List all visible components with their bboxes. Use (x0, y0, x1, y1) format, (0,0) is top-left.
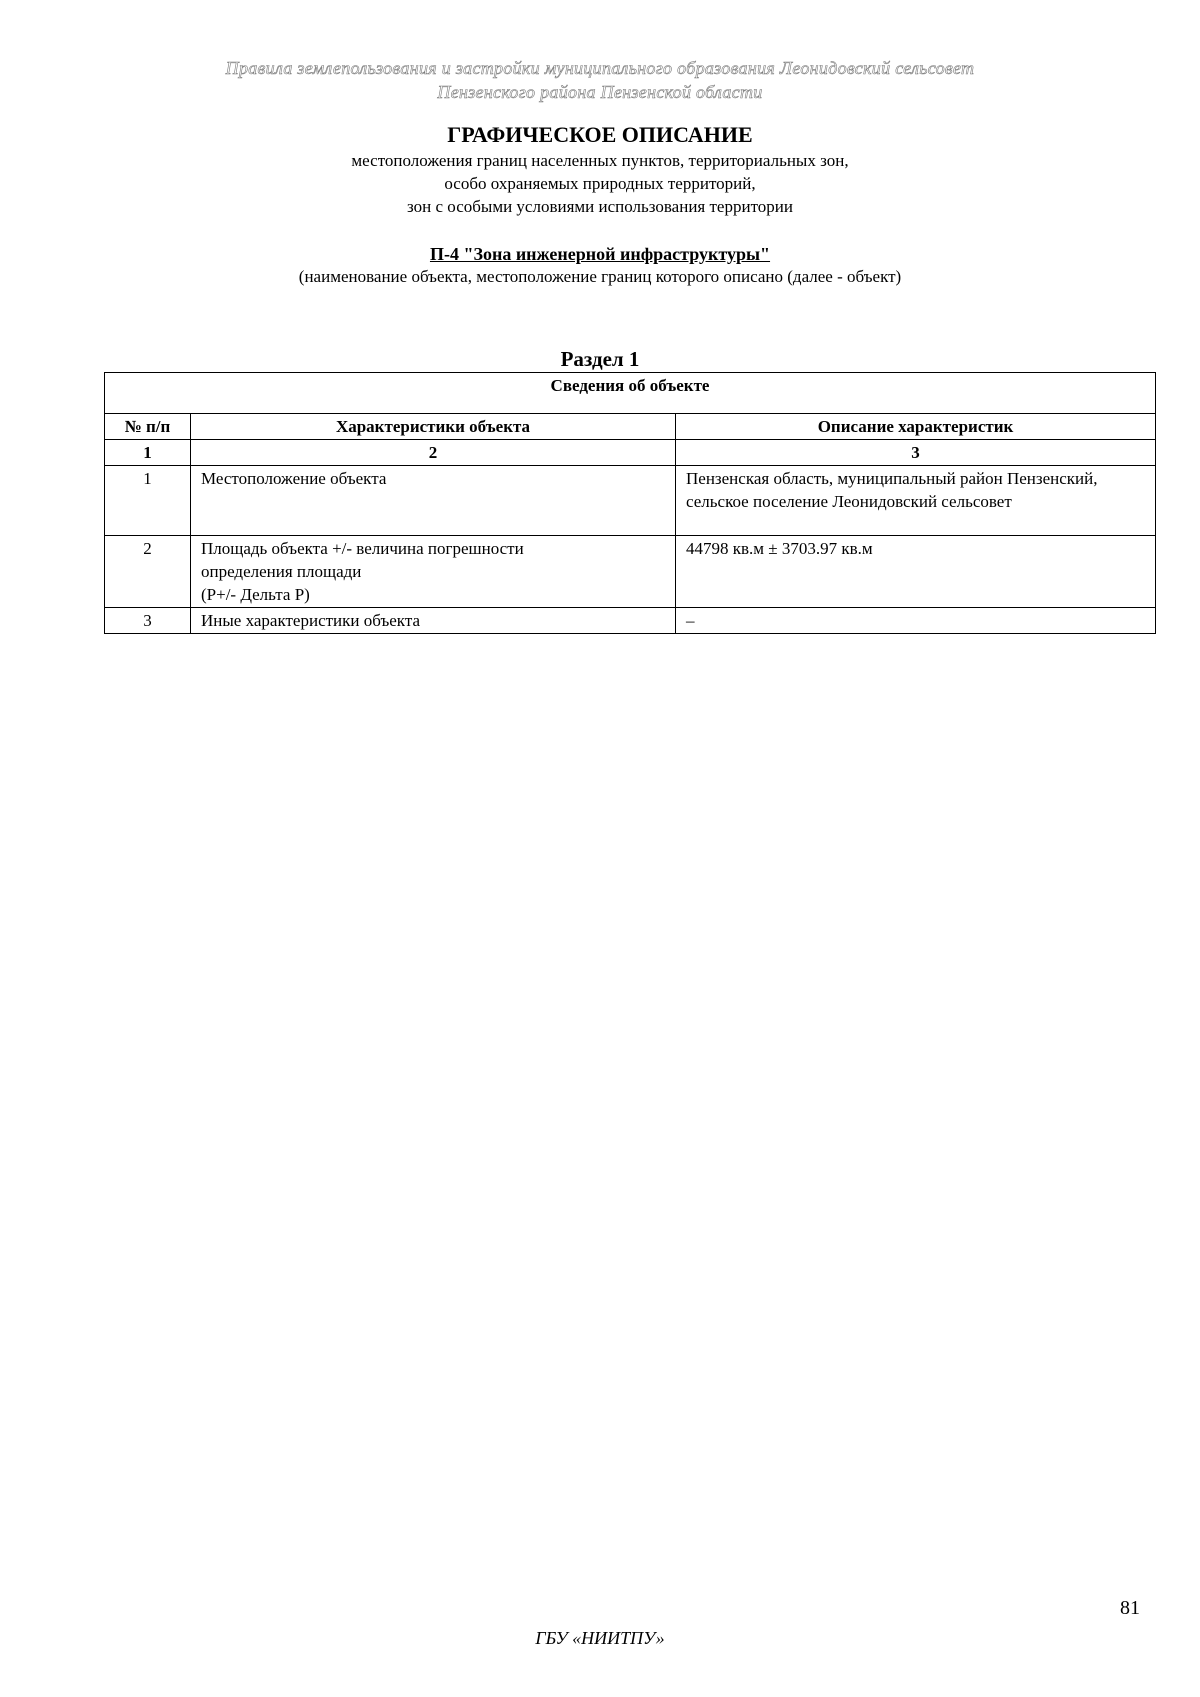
table-caption-row (105, 373, 1156, 414)
running-header-line-2: Пензенского района Пензенской области (437, 82, 763, 102)
row-characteristic (191, 536, 676, 608)
table-row (105, 466, 1156, 536)
table-header-row (105, 414, 1156, 440)
footer-organization: ГБУ «НИИТПУ» (535, 1628, 665, 1648)
section-title: Раздел 1 (560, 347, 640, 371)
document-title: ГРАФИЧЕСКОЕ ОПИСАНИЕ (447, 122, 753, 147)
column-number-3: 3 (676, 440, 1156, 466)
row-number: 1 (105, 466, 191, 536)
table-row (105, 608, 1156, 634)
page-number: 81 (1120, 1597, 1140, 1619)
column-number-row (105, 440, 1156, 466)
row-characteristic-line: Площадь объекта +/- величина погрешности (201, 539, 524, 558)
row-number: 2 (105, 536, 191, 608)
row-number: 3 (105, 608, 191, 634)
row-description: 44798 кв.м ± 3703.97 кв.м (676, 536, 1156, 608)
row-characteristic: Местоположение объекта (191, 466, 676, 536)
object-caption: (наименование объекта, местоположение границ которого описано (далее - объект) (298, 267, 902, 286)
column-header-characteristic: Характеристики объекта (191, 414, 676, 440)
object-name: П-4 "Зона инженерной инфраструктуры" (429, 244, 771, 264)
row-description: Пензенская область, муниципальный район Пензенский, сельское поселение Леонидовский сельсовет (676, 466, 1156, 536)
running-header-line-1: Правила землепользования и застройки муниципального образования Леонидовский сельсовет (225, 58, 975, 78)
subtitle-line-1: местоположения границ населенных пунктов, территориальных зон, (351, 151, 849, 170)
row-description: – (676, 608, 1156, 634)
row-characteristic-line: (Р+/- Дельта Р) (201, 585, 310, 604)
column-number-1: 1 (105, 440, 191, 466)
subtitle-line-3: зон с особыми условиями использования территории (407, 197, 793, 216)
row-characteristic: Иные характеристики объекта (191, 608, 676, 634)
table-caption: Сведения об объекте (105, 373, 1156, 414)
object-info-table (104, 372, 1156, 634)
column-header-description: Описание характеристик (676, 414, 1156, 440)
column-header-num: № п/п (105, 414, 191, 440)
column-number-2: 2 (191, 440, 676, 466)
row-characteristic-line: определения площади (201, 562, 362, 581)
table-row (105, 536, 1156, 608)
subtitle-line-2: особо охраняемых природных территорий, (444, 174, 756, 193)
